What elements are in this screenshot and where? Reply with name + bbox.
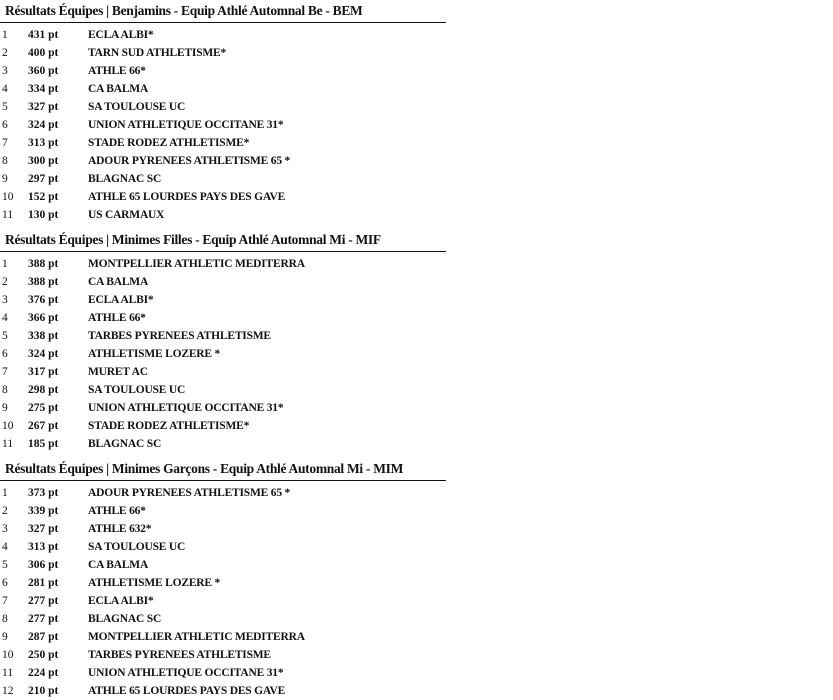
- team-points: 130 pt: [28, 209, 59, 221]
- result-row: [0, 628, 446, 646]
- team-points: 250 pt: [28, 649, 59, 661]
- team-name: STADE RODEZ ATHLETISME*: [88, 420, 250, 432]
- rank-number: 9: [2, 631, 8, 643]
- rank-number: 3: [2, 523, 8, 535]
- rank-number: 7: [2, 595, 8, 607]
- result-row: [0, 170, 446, 188]
- team-name: TARN SUD ATHLETISME*: [88, 47, 227, 59]
- team-name: SA TOULOUSE UC: [88, 541, 186, 553]
- team-points: 224 pt: [28, 667, 59, 679]
- result-row: [0, 273, 446, 291]
- result-row: [0, 98, 446, 116]
- team-points: 306 pt: [28, 559, 59, 571]
- result-row: [0, 435, 446, 453]
- result-row: [0, 206, 446, 224]
- team-points: 324 pt: [28, 119, 59, 131]
- team-points: 277 pt: [28, 613, 59, 625]
- result-row: [0, 556, 446, 574]
- team-points: 338 pt: [28, 330, 59, 342]
- rank-number: 1: [2, 29, 8, 41]
- rank-number: 5: [2, 559, 8, 571]
- team-name: ATHLE 66*: [88, 65, 146, 77]
- results-list: [0, 23, 446, 224]
- rank-number: 9: [2, 402, 8, 414]
- rank-number: 1: [2, 487, 8, 499]
- team-points: 360 pt: [28, 65, 59, 77]
- team-name: MONTPELLIER ATHLETIC MEDITERRA: [88, 631, 305, 643]
- result-row: [0, 345, 446, 363]
- team-points: 152 pt: [28, 191, 59, 203]
- team-points: 388 pt: [28, 276, 59, 288]
- rank-number: 7: [2, 137, 8, 149]
- team-name: BLAGNAC SC: [88, 173, 162, 185]
- result-row: [0, 152, 446, 170]
- team-name: ADOUR PYRENEES ATHLETISME 65 *: [88, 487, 291, 499]
- team-name: BLAGNAC SC: [88, 438, 162, 450]
- result-row: [0, 255, 446, 273]
- result-row: [0, 664, 446, 682]
- team-name: CA BALMA: [88, 276, 149, 288]
- team-name: STADE RODEZ ATHLETISME*: [88, 137, 250, 149]
- results-section-minimes-garcons: [0, 458, 446, 700]
- team-name: US CARMAUX: [88, 209, 165, 221]
- rank-number: 8: [2, 155, 8, 167]
- team-name: ECLA ALBI*: [88, 29, 154, 41]
- team-points: 431 pt: [28, 29, 59, 41]
- team-name: TARBES PYRENEES ATHLETISME: [88, 649, 271, 661]
- result-row: [0, 116, 446, 134]
- result-row: [0, 363, 446, 381]
- team-points: 313 pt: [28, 541, 59, 553]
- result-row: [0, 291, 446, 309]
- team-points: 388 pt: [28, 258, 59, 270]
- results-section-benjamins: [0, 0, 446, 224]
- team-points: 185 pt: [28, 438, 59, 450]
- team-points: 300 pt: [28, 155, 59, 167]
- result-row: [0, 417, 446, 435]
- rank-number: 6: [2, 348, 8, 360]
- result-row: [0, 399, 446, 417]
- rank-number: 11: [2, 667, 14, 679]
- team-name: SA TOULOUSE UC: [88, 101, 186, 113]
- rank-number: 3: [2, 65, 8, 77]
- result-row: [0, 188, 446, 206]
- rank-number: 4: [2, 83, 8, 95]
- team-points: 297 pt: [28, 173, 59, 185]
- result-row: [0, 646, 446, 664]
- team-points: 334 pt: [28, 83, 59, 95]
- rank-number: 2: [2, 276, 8, 288]
- result-row: [0, 327, 446, 345]
- result-row: [0, 682, 446, 700]
- results-list: [0, 481, 446, 700]
- team-name: ATHLE 65 LOURDES PAYS DES GAVE: [88, 191, 286, 203]
- team-points: 298 pt: [28, 384, 59, 396]
- rank-number: 6: [2, 577, 8, 589]
- team-points: 327 pt: [28, 101, 59, 113]
- result-row: [0, 62, 446, 80]
- team-points: 324 pt: [28, 348, 59, 360]
- team-name: ATHLE 632*: [88, 523, 152, 535]
- rank-number: 11: [2, 438, 14, 450]
- team-points: 400 pt: [28, 47, 59, 59]
- team-points: 287 pt: [28, 631, 59, 643]
- team-points: 210 pt: [28, 685, 59, 697]
- result-row: [0, 26, 446, 44]
- rank-number: 10: [2, 420, 14, 432]
- rank-number: 8: [2, 384, 8, 396]
- team-name: ADOUR PYRENEES ATHLETISME 65 *: [88, 155, 291, 167]
- team-name: MONTPELLIER ATHLETIC MEDITERRA: [88, 258, 305, 270]
- team-name: CA BALMA: [88, 559, 149, 571]
- team-name: ATHLE 66*: [88, 505, 146, 517]
- rank-number: 2: [2, 505, 8, 517]
- rank-number: 5: [2, 101, 8, 113]
- result-row: [0, 381, 446, 399]
- results-list: [0, 252, 446, 453]
- rank-number: 9: [2, 173, 8, 185]
- team-name: ATHLE 66*: [88, 312, 146, 324]
- section-title: Résultats Équipes | Benjamins - Equip Athlé Automnal Be - BEM: [0, 0, 446, 23]
- team-name: TARBES PYRENEES ATHLETISME: [88, 330, 271, 342]
- rank-number: 2: [2, 47, 8, 59]
- team-points: 317 pt: [28, 366, 59, 378]
- rank-number: 8: [2, 613, 8, 625]
- team-points: 277 pt: [28, 595, 59, 607]
- rank-number: 4: [2, 312, 8, 324]
- team-name: UNION ATHLETIQUE OCCITANE 31*: [88, 667, 284, 679]
- team-name: ECLA ALBI*: [88, 595, 154, 607]
- team-points: 376 pt: [28, 294, 59, 306]
- result-row: [0, 592, 446, 610]
- rank-number: 11: [2, 209, 14, 221]
- result-row: [0, 309, 446, 327]
- team-points: 275 pt: [28, 402, 59, 414]
- result-row: [0, 610, 446, 628]
- rank-number: 4: [2, 541, 8, 553]
- team-points: 339 pt: [28, 505, 59, 517]
- results-section-minimes-filles: [0, 229, 446, 453]
- team-name: UNION ATHLETIQUE OCCITANE 31*: [88, 119, 284, 131]
- team-name: ECLA ALBI*: [88, 294, 154, 306]
- rank-number: 3: [2, 294, 8, 306]
- team-name: CA BALMA: [88, 83, 149, 95]
- team-points: 366 pt: [28, 312, 59, 324]
- rank-number: 12: [2, 685, 14, 697]
- team-name: ATHLETISME LOZERE *: [88, 577, 221, 589]
- result-row: [0, 134, 446, 152]
- team-name: ATHLETISME LOZERE *: [88, 348, 221, 360]
- result-row: [0, 538, 446, 556]
- section-title: Résultats Équipes | Minimes Garçons - Equip Athlé Automnal Mi - MIM: [0, 458, 446, 481]
- result-row: [0, 484, 446, 502]
- result-row: [0, 80, 446, 98]
- team-points: 373 pt: [28, 487, 59, 499]
- rank-number: 5: [2, 330, 8, 342]
- rank-number: 10: [2, 191, 14, 203]
- team-name: ATHLE 65 LOURDES PAYS DES GAVE: [88, 685, 286, 697]
- team-name: UNION ATHLETIQUE OCCITANE 31*: [88, 402, 284, 414]
- team-points: 281 pt: [28, 577, 59, 589]
- rank-number: 1: [2, 258, 8, 270]
- section-title: Résultats Équipes | Minimes Filles - Equip Athlé Automnal Mi - MIF: [0, 229, 446, 252]
- team-name: SA TOULOUSE UC: [88, 384, 186, 396]
- team-name: MURET AC: [88, 366, 148, 378]
- result-row: [0, 502, 446, 520]
- result-row: [0, 44, 446, 62]
- rank-number: 6: [2, 119, 8, 131]
- result-row: [0, 574, 446, 592]
- team-points: 327 pt: [28, 523, 59, 535]
- team-name: BLAGNAC SC: [88, 613, 162, 625]
- rank-number: 10: [2, 649, 14, 661]
- rank-number: 7: [2, 366, 8, 378]
- result-row: [0, 520, 446, 538]
- team-points: 267 pt: [28, 420, 59, 432]
- team-points: 313 pt: [28, 137, 59, 149]
